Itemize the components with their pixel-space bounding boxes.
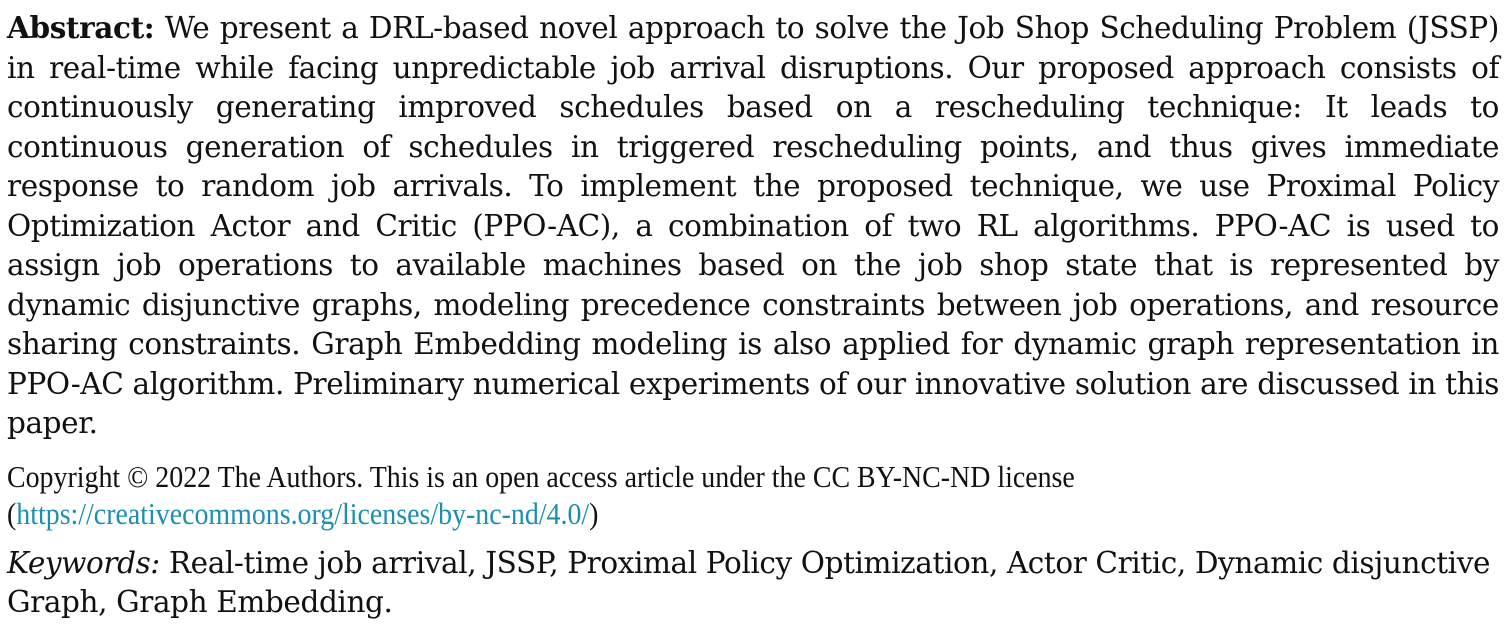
abstract-label: Abstract: [7,10,155,45]
license-close-paren: ) [589,495,599,531]
keywords-paragraph [7,544,1499,623]
keywords-label: Keywords: [7,545,160,580]
abstract-text: We present a DRL-based novel approach to solve the Job Shop Scheduling Problem (JSSP) in real-time while facing unpredictable job arrival disruptions. Our proposed approach consists of continuously generating improved schedules based on a rescheduling technique: It leads to continuous generation of schedules in triggered rescheduling points, and thus gives immediate response to random job arrivals. To implement the proposed technique, we use Proximal Policy Optimization Actor and Critic (PPO-AC), a combination of two RL algorithms. PPO-AC is used to assign job operations to available machines based on the job shop state that is represented by dynamic disjunctive graphs, modeling precedence constraints between job operations, and resource sharing constraints. Graph Embedding modeling is also applied for dynamic graph representation in PPO-AC algorithm. Preliminary numerical experiments of our innovative solution are discussed in this paper. [7,11,1499,440]
license-link[interactable]: https://creativecommons.org/licenses/by-nc-nd/4.0/ [16,495,590,531]
copyright-text: Copyright © 2022 The Authors. This is an open access article under the CC BY-NC-ND license [7,458,1075,494]
copyright-notice [7,458,1447,532]
paper-front-matter [7,8,1499,623]
abstract-paragraph [7,8,1499,444]
license-open-paren: ( [7,495,17,531]
keywords-text: Real-time job arrival, JSSP, Proximal Policy Optimization, Actor Critic, Dynamic disjunctive Graph, Graph Embedding. [7,545,1491,619]
